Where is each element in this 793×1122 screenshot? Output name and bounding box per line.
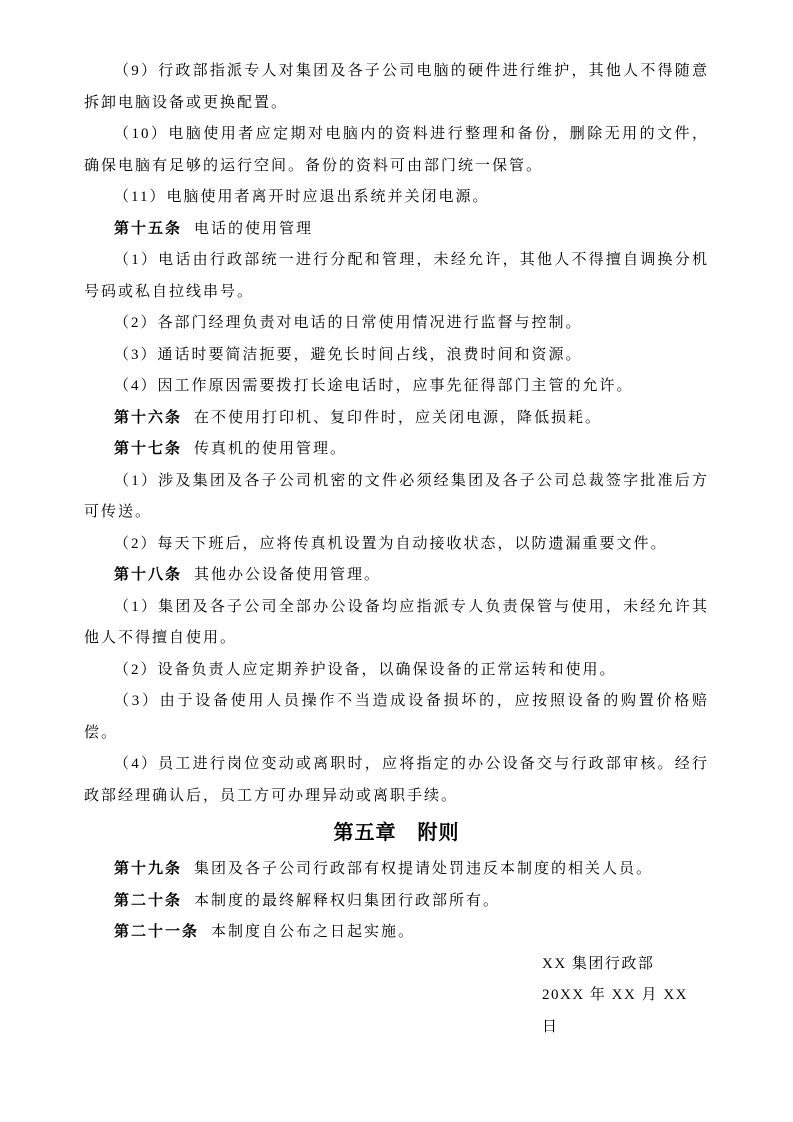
paragraph-item-1: （1）电话由行政部统一进行分配和管理，未经允许，其他人不得擅自调换分机号码或私自拉线串号。 xyxy=(84,252,709,300)
paragraph-item-equip-3: （3）由于设备使用人员操作不当造成设备损坏的，应按照设备的购置价格赔偿。 xyxy=(84,693,709,741)
article-19-text: 集团及各子公司行政部有权提请处罚违反本制度的相关人员。 xyxy=(194,861,654,877)
article-15 xyxy=(84,214,709,246)
article-18-text: 其他办公设备使用管理。 xyxy=(194,567,382,583)
article-15-text: 电话的使用管理 xyxy=(194,220,314,237)
paragraph-item-9: （9）行政部指派专人对集团及各子公司电脑的硬件进行维护，其他人不得随意拆卸电脑设备或更换配置。 xyxy=(84,63,709,111)
article-20 xyxy=(84,886,709,918)
article-21-label: 第二十一条 xyxy=(114,924,200,940)
chapter-heading: 第五章 附则 xyxy=(333,822,460,844)
article-18 xyxy=(84,560,709,592)
article-20-label: 第二十条 xyxy=(114,892,183,909)
article-20-text: 本制度的最终解释权归集团行政部所有。 xyxy=(194,892,501,909)
signature-org: XX 集团行政部 xyxy=(542,955,655,972)
paragraph-item-equip-2: （2）设备负责人应定期养护设备，以确保设备的正常运转和使用。 xyxy=(114,661,617,678)
article-19-label: 第十九条 xyxy=(114,861,183,877)
article-17 xyxy=(84,434,709,466)
paragraph-item-equip-4: （4）员工进行岗位变动或离职时，应将指定的办公设备交与行政部审核。经行政部经理确认后，员工方可办理异动或离职手续。 xyxy=(84,756,709,804)
paragraph-item-2: （2）各部门经理负责对电话的日常使用情况进行监督与控制。 xyxy=(114,315,583,331)
paragraph-item-equip-1: （1）集团及各子公司全部办公设备均应指派专人负责保管与使用，未经允许其他人不得擅自使用。 xyxy=(84,598,709,646)
article-17-text: 传真机的使用管理。 xyxy=(194,441,348,457)
paragraph-item-fax-1: （1）涉及集团及各子公司机密的文件必须经集团及各子公司总裁签字批准后方可传送。 xyxy=(84,472,709,520)
article-17-label: 第十七条 xyxy=(114,441,183,457)
article-16 xyxy=(84,403,709,435)
article-18-label: 第十八条 xyxy=(114,567,183,583)
signature-date: 20XX 年 XX 月 XX 日 xyxy=(542,987,688,1035)
article-21-text: 本制度自公布之日起实施。 xyxy=(211,924,416,940)
article-16-label: 第十六条 xyxy=(114,409,183,426)
signature-block xyxy=(542,949,709,1044)
paragraph-item-10: （10）电脑使用者应定期对电脑内的资料进行整理和备份，删除无用的文件，确保电脑有足够的运行空间。备份的资料可由部门统一保管。 xyxy=(84,126,709,174)
paragraph-item-11: （11）电脑使用者离开时应退出系统并关闭电源。 xyxy=(114,189,490,205)
article-15-label: 第十五条 xyxy=(114,220,183,237)
article-16-text: 在不使用打印机、复印件时，应关闭电源，降低损耗。 xyxy=(194,409,603,426)
paragraph-item-fax-2: （2）每天下班后，应将传真机设置为自动接收状态，以防遗漏重要文件。 xyxy=(114,535,668,552)
article-19 xyxy=(84,854,709,886)
paragraph-item-3: （3）通话时要简洁扼要，避免长时间占线，浪费时间和资源。 xyxy=(114,346,583,363)
article-21 xyxy=(84,917,709,949)
paragraph-item-4: （4）因工作原因需要拨打长途电话时，应事先征得部门主管的允许。 xyxy=(114,378,634,394)
document-body xyxy=(84,56,709,1043)
